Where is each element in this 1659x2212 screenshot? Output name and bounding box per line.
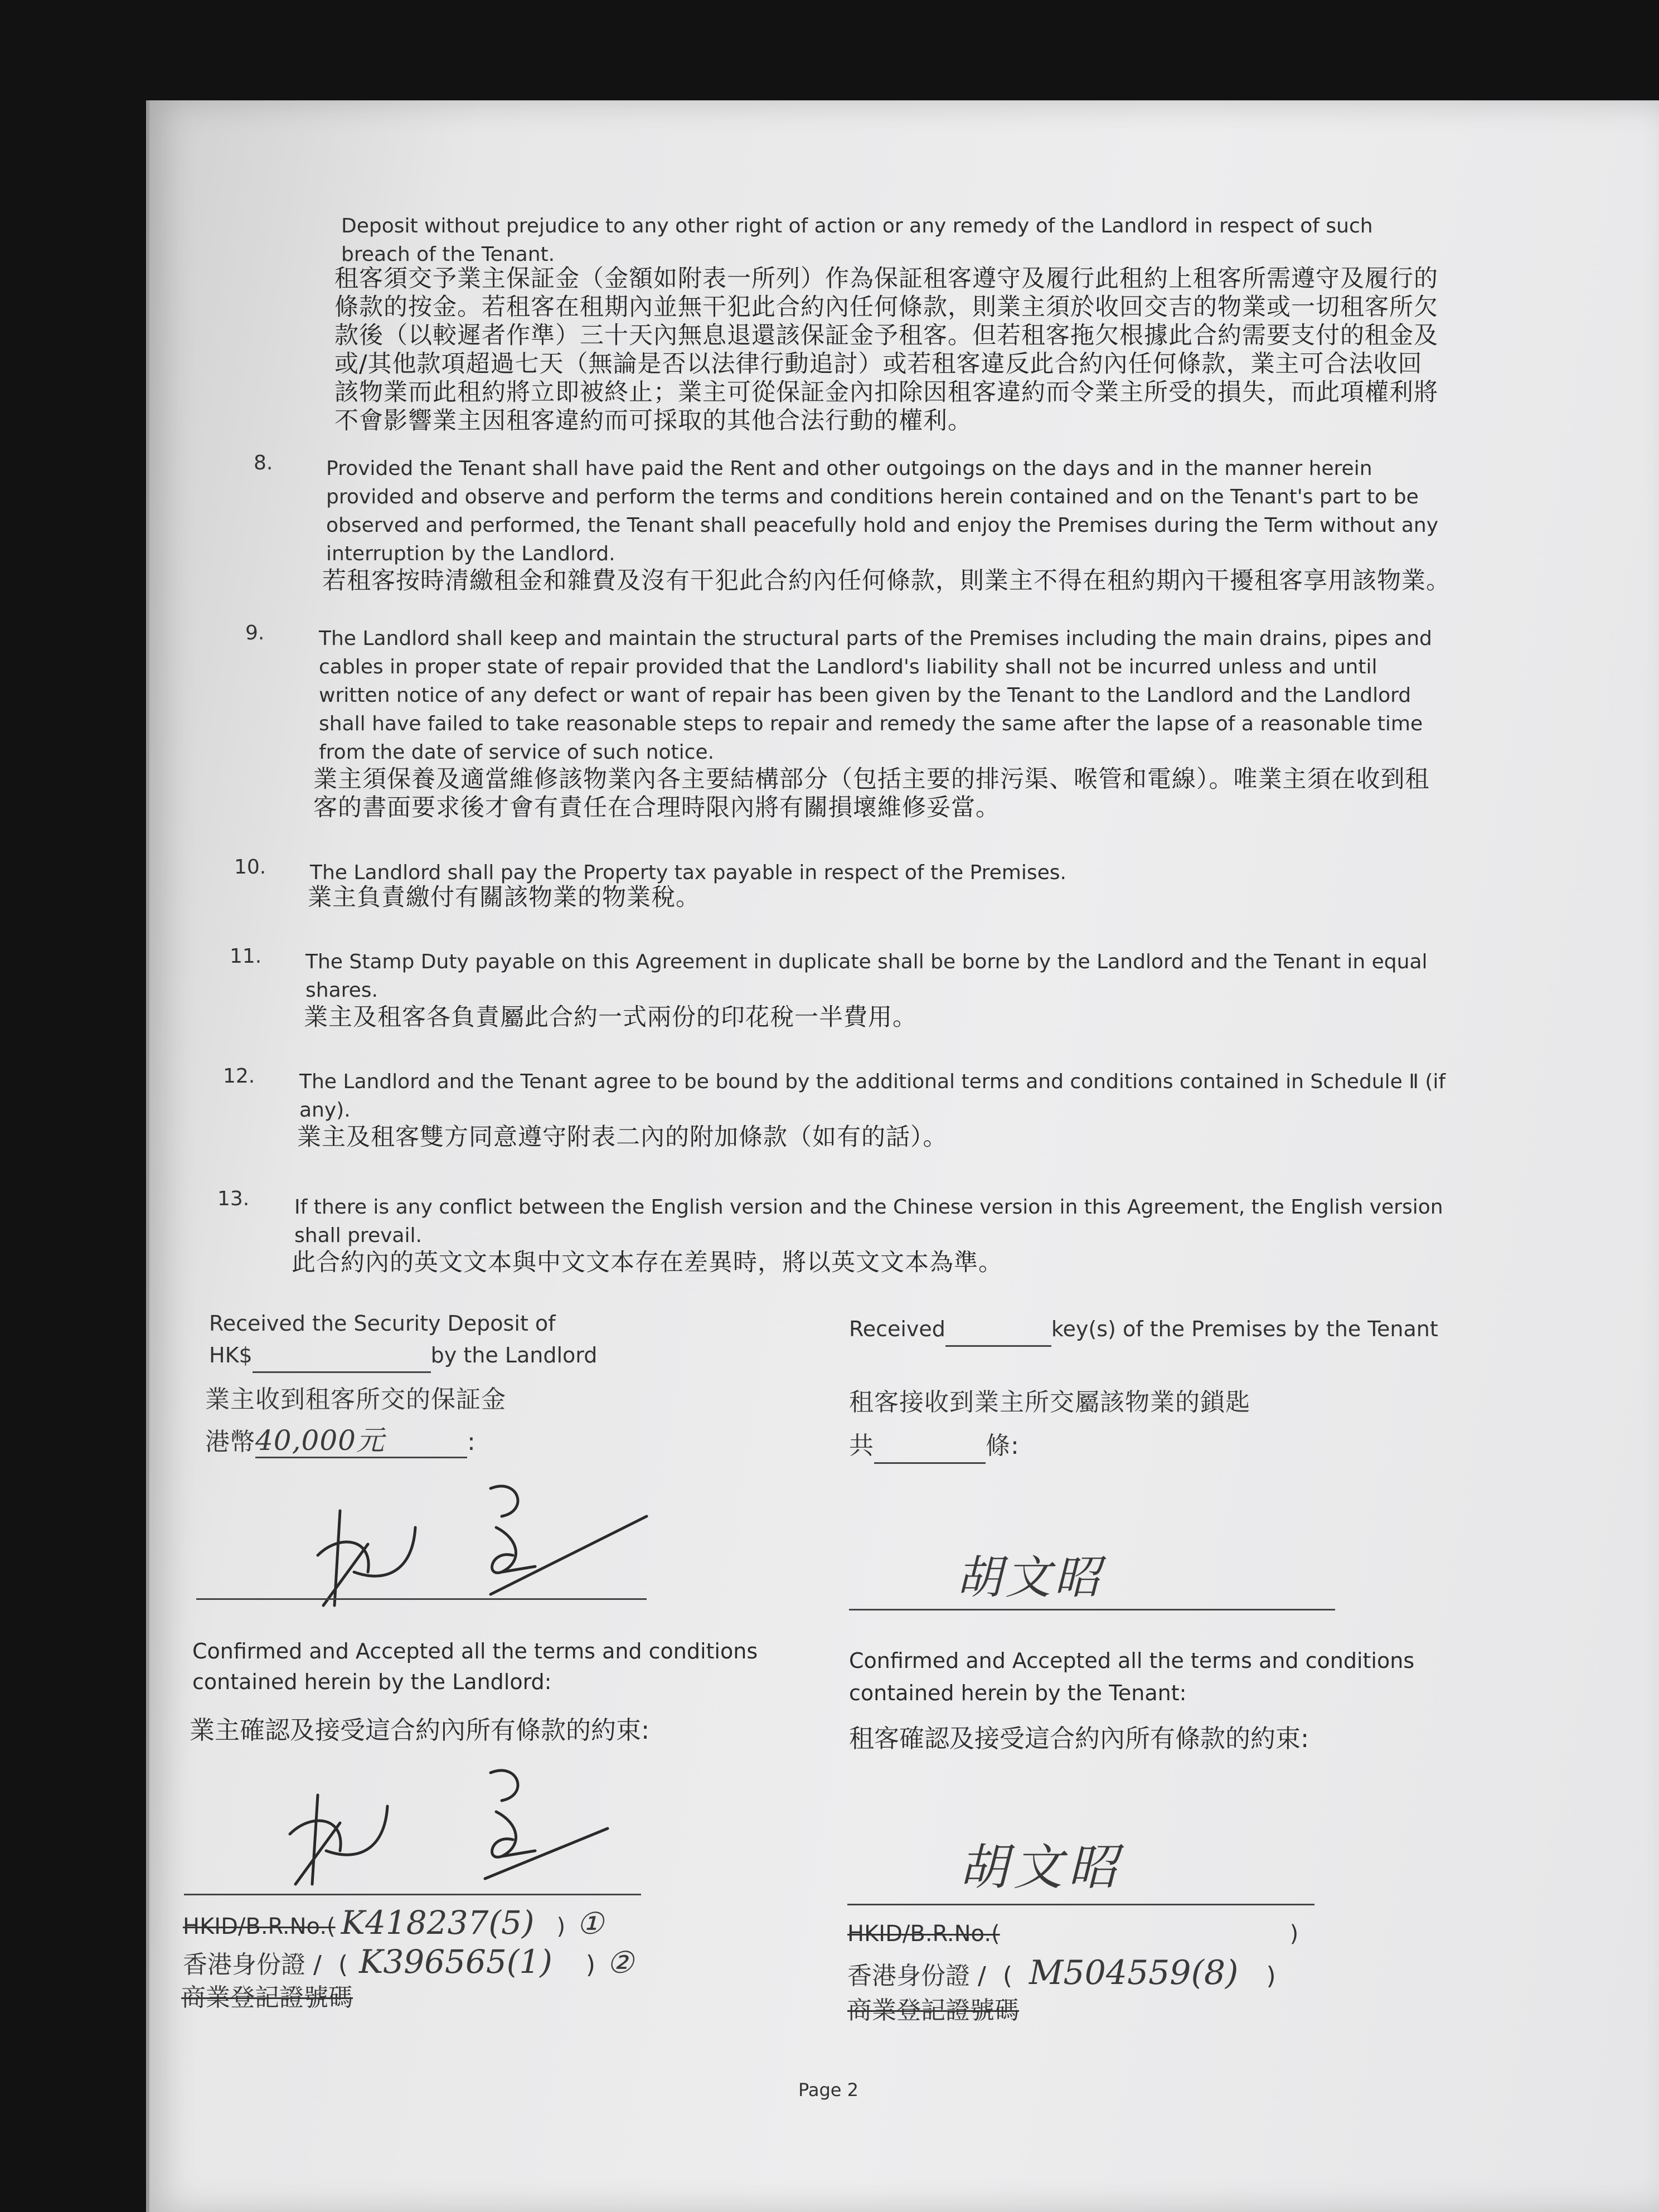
clause-8-en: Provided the Tenant shall have paid the Rent and other outgoings on the days and in the manner herein provided and observe and perform the terms and conditions herein contained and on the Tenant's part to be observed and performed, the Tenant shall peacefully hold and enjoy the Premises during the Term without any interruption by the Landlord. [326, 457, 1438, 565]
clause-10-zh: 業主負責繳付有關該物業的物業稅。 [308, 884, 700, 911]
sheet-edge [146, 100, 149, 2212]
tenant-id-line2 [847, 1953, 1276, 1992]
landlord-id-mark-2: ② [607, 1945, 634, 1980]
landlord-hkid-zh-label: 香港身份證 / [183, 1951, 322, 1979]
clause-11-number: 11. [230, 945, 262, 968]
clause-9-zh: 業主須保養及適當維修該物業內各主要結構部分（包括主要的排污渠、喉管和電線）。唯業主須在收到租客的書面要求後才會有責任在合理時限內將有關損壞維修妥當。 [313, 765, 1430, 822]
landlord-id-line2 [183, 1943, 634, 1981]
deposit-zh-suffix: : [467, 1428, 476, 1456]
tenant-br-label: 商業登記證號碼 [847, 1996, 1019, 2025]
landlord-id-close-1: ) [556, 1914, 566, 1939]
keys-zh-line2 [849, 1430, 1020, 1464]
clause-10-number: 10. [234, 856, 266, 879]
landlord-confirm-en: Confirmed and Accepted all the terms and conditions contained herein by the Landlord: [192, 1639, 758, 1694]
deposit-hk-prefix: HK$ [209, 1343, 253, 1367]
tenant-confirm-signature-line [847, 1904, 1314, 1905]
landlord-id-close-2: ) [585, 1951, 596, 1979]
landlord-id-line1 [183, 1904, 604, 1943]
keys-count-blank [945, 1313, 1051, 1347]
landlord-receipt-signature-line [196, 1598, 647, 1600]
clause-13-number: 13. [217, 1187, 250, 1210]
tenant-id-open-2: ( [1002, 1962, 1012, 1990]
clause-12-en: The Landlord and the Tenant agree to be bound by the additional terms and conditions contained in Schedule Ⅱ (if any). [299, 1070, 1446, 1122]
deposit-en-line2 [209, 1339, 597, 1373]
deposit-en-suffix: by the Landlord [430, 1343, 598, 1367]
landlord-id-mark-1: ① [576, 1906, 604, 1941]
tenant-receipt-handwritten-name: 胡文昭 [956, 1551, 1103, 1604]
landlord-br-label: 商業登記證號碼 [181, 1983, 353, 2012]
clause-10-en: The Landlord shall pay the Property tax payable in respect of the Premises. [310, 861, 1066, 884]
clause-13-zh: 此合約內的英文文本與中文文本存在差異時，將以英文文本為準。 [292, 1249, 1003, 1277]
landlord-confirm-signature-line [184, 1894, 641, 1895]
landlord-confirm-signature [223, 1767, 624, 1895]
landlord-id-value-1: K418237(5) [341, 1904, 535, 1942]
keys-en-prefix: Received [849, 1317, 945, 1341]
clause-9-en: The Landlord shall keep and maintain the structural parts of the Premises including the main drains, pipes and cables in proper state of repair provided that the Landlord's liability shall not be incurred unless and until written notice of any defect or want of repair has been given by the Tenant to the Landlord and the Landlord shall have failed to take reasonable steps to repair and remedy the same after the lapse of a reasonable time from the date of service of such notice. [319, 627, 1432, 764]
deposit-en-line1: Received the Security Deposit of [209, 1311, 556, 1336]
tenant-hkid-zh-label: 香港身份證 / [847, 1962, 986, 1990]
clause-11-en: The Stamp Duty payable on this Agreement in duplicate shall be borne by the Landlord and the Tenant in equal shares. [305, 950, 1428, 1002]
deposit-zh-line2 [205, 1424, 476, 1458]
clause-11-zh: 業主及租客各負責屬此合約一式兩份的印花稅一半費用。 [304, 1003, 917, 1031]
tenant-confirm-handwritten-name: 胡文昭 [959, 1839, 1123, 1896]
keys-zh-line1: 租客接收到業主所交屬該物業的鎖匙 [849, 1388, 1250, 1417]
landlord-receipt-signature [256, 1477, 658, 1617]
keys-zh-suffix: 條: [986, 1432, 1020, 1460]
tenant-hkid-label: HKID/B.R.No.( [847, 1921, 1000, 1947]
deposit-handwritten-amount: 40,000元 [255, 1424, 467, 1458]
clause-8-zh: 若租客按時清繳租金和雜費及沒有干犯此合約內任何條款，則業主不得在租約期內干擾租客享用該物業。 [322, 567, 1451, 595]
tenant-id-close-2: ) [1266, 1962, 1276, 1990]
landlord-confirm-zh: 業主確認及接受這合約內所有條款的約束: [190, 1715, 650, 1745]
clause-9-number: 9. [245, 622, 265, 644]
deposit-zh-line1: 業主收到租客所交的保証金 [205, 1385, 506, 1414]
clause-7-en: Deposit without prejudice to any other right of action or any remedy of the Landlord in respect of such breach of the Tenant. [341, 215, 1373, 266]
landlord-id-value-2: K396565(1) [358, 1943, 552, 1981]
keys-zh-prefix: 共 [849, 1432, 874, 1460]
page-number: Page 2 [798, 2079, 858, 2101]
tenant-id-line1 [847, 1918, 1298, 1950]
clause-12-zh: 業主及租客雙方同意遵守附表二內的附加條款（如有的話）。 [297, 1123, 948, 1151]
deposit-amount-blank [253, 1339, 431, 1373]
keys-en-line [849, 1313, 1438, 1347]
clause-8-number: 8. [254, 452, 273, 474]
landlord-id-open-2: ( [338, 1951, 348, 1979]
tenant-id-close-1: ) [1289, 1921, 1299, 1947]
clause-7-zh: 租客須交予業主保証金（金額如附表一所列）作為保証租客遵守及履行此租約上租客所需遵守及履行的條款的按金。若租客在租期內並無干犯此合約內任何條款，則業主須於收回交吉的物業或一切租客所欠款後（以較遲者作準）三十天內無息退還該保証金予租客。但若租客拖欠根據此合約需要支付的租金及或/其他款項超過七天（無論是否以法律行動追討）或若租客違反此合約內任何條款，業主可合法收回該物業而此租約將立即被終止；業主可從保証金內扣除因租客違約而令業主所受的損失，而此項權利將不會影響業主因租客違約而可採取的其他合法行動的權利。 [334, 265, 1438, 435]
tenant-id-value-2: M504559(8) [1029, 1953, 1239, 1992]
clause-12-number: 12. [223, 1065, 255, 1088]
tenant-receipt-signature-line [849, 1609, 1335, 1611]
tenant-confirm-en: Confirmed and Accepted all the terms and conditions contained herein by the Tenant: [849, 1648, 1415, 1705]
keys-zh-blank [874, 1430, 986, 1464]
deposit-zh-prefix: 港幣 [205, 1428, 255, 1456]
keys-en-suffix: key(s) of the Premises by the Tenant [1051, 1317, 1438, 1341]
tenant-confirm-zh: 租客確認及接受這合約內所有條款的約束: [849, 1724, 1309, 1753]
landlord-hkid-label: HKID/B.R.No.( [183, 1914, 336, 1939]
clause-13-en: If there is any conflict between the English version and the Chinese version in this Agreement, the English version shall prevail. [294, 1196, 1443, 1247]
